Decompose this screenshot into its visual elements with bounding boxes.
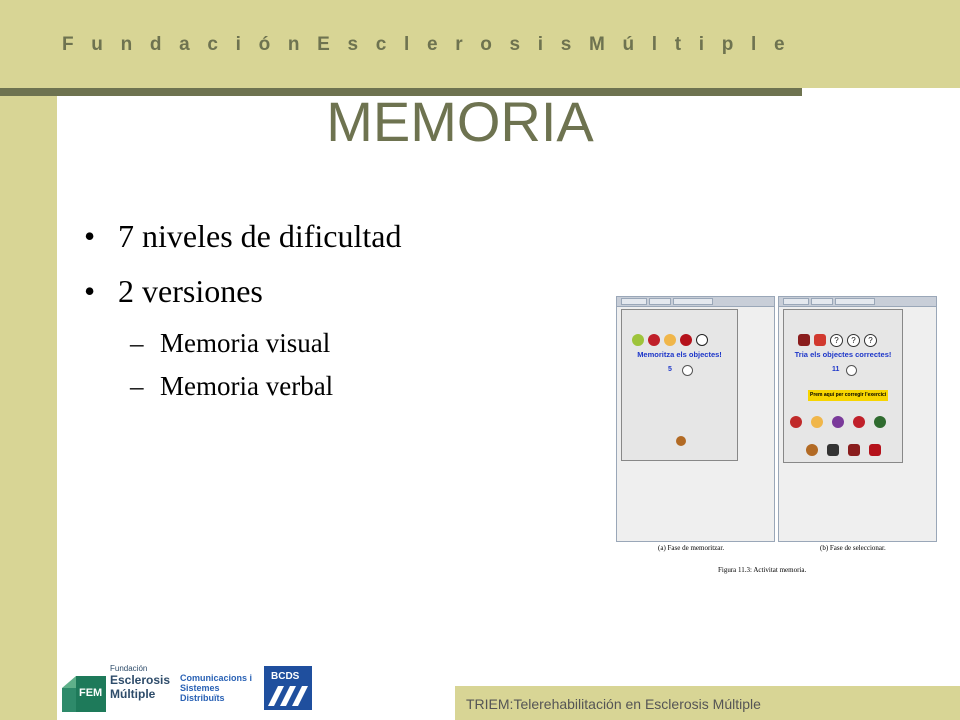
select-window xyxy=(783,309,903,463)
grapes-icon xyxy=(632,334,644,346)
bus-icon[interactable] xyxy=(869,444,881,456)
check-button[interactable]: Prem aquí per corregir l'exercici xyxy=(808,390,888,401)
sub-bullet-text: Memoria visual xyxy=(160,328,331,358)
bcds-label: BCDS xyxy=(271,671,300,682)
organization-name: F u n d a c i ó n E s c l e r o s i s M ú l t i p l e xyxy=(62,34,791,55)
bullet-list xyxy=(84,216,401,412)
question-icon[interactable]: ? xyxy=(847,334,860,347)
comunicacions-label: Comunicacions i xyxy=(180,673,253,683)
choice-icons xyxy=(798,334,877,347)
bullet-item: • 7 niveles de dificultad xyxy=(84,218,402,254)
bullet-text: 7 niveles de dificultad xyxy=(118,218,402,254)
bcds-logo xyxy=(264,666,312,710)
panel-tabs xyxy=(617,297,774,307)
memorize-count: 5 xyxy=(668,366,672,373)
select-count: 11 xyxy=(832,366,840,373)
boat-icon xyxy=(814,334,826,346)
select-message: Tria els objectes correctes! xyxy=(794,350,892,359)
orange-icon xyxy=(664,334,676,346)
strawberry-icon xyxy=(648,334,660,346)
sistemes-label: Sistemes xyxy=(180,683,220,693)
stopwatch-icon xyxy=(846,365,857,376)
select-phase-panel xyxy=(778,296,937,542)
footer-text: TRIEM:Telerehabilitación en Esclerosis Múltiple xyxy=(466,696,761,712)
bcds-stripes-icon xyxy=(268,686,308,706)
grapes-icon[interactable] xyxy=(832,416,844,428)
memorize-window xyxy=(621,309,738,461)
fundacion-label: Fundación xyxy=(110,664,148,673)
jeep-icon[interactable] xyxy=(827,444,839,456)
distribuits-label: Distribuïts xyxy=(180,693,225,703)
caption-a: (a) Fase de memoritzar. xyxy=(658,544,725,552)
question-icon[interactable]: ? xyxy=(864,334,877,347)
object-icons xyxy=(632,334,708,346)
sub-bullet-item: – Memoria visual xyxy=(130,328,331,358)
memorize-message: Memoritza els objectes! xyxy=(637,350,722,359)
figure-caption: Figura 11.3: Activitat memoria. xyxy=(718,566,807,574)
bullet-text: 2 versiones xyxy=(118,273,263,309)
monkey-icon xyxy=(676,436,686,446)
stopwatch-icon xyxy=(682,365,693,376)
activity-figure xyxy=(616,296,940,580)
memorize-phase-panel xyxy=(616,296,775,542)
option-icons-row-1 xyxy=(790,416,886,428)
truck-icon[interactable] xyxy=(848,444,860,456)
sub-bullet-text: Memoria verbal xyxy=(160,371,334,401)
multiple-label: Múltiple xyxy=(110,687,156,701)
strawberry-icon[interactable] xyxy=(853,416,865,428)
sub-bullet-item: – Memoria verbal xyxy=(130,371,334,401)
melon-icon[interactable] xyxy=(874,416,886,428)
option-icons-row-2 xyxy=(806,444,881,456)
esclerosis-label: Esclerosis xyxy=(110,673,171,687)
footer-logos xyxy=(62,662,322,712)
monkey-icon[interactable] xyxy=(806,444,818,456)
fem-label: FEM xyxy=(79,687,103,699)
cherry-icon xyxy=(680,334,692,346)
question-icon[interactable]: ? xyxy=(830,334,843,347)
caption-b: (b) Fase de seleccionar. xyxy=(820,544,886,552)
panel-tabs xyxy=(779,297,936,307)
orange-icon[interactable] xyxy=(811,416,823,428)
bullet-item: • 2 versiones xyxy=(84,273,263,309)
left-accent-bar xyxy=(0,0,57,720)
cow-icon xyxy=(696,334,708,346)
footer-bar xyxy=(455,686,960,720)
watermelon-icon[interactable] xyxy=(790,416,802,428)
car-icon xyxy=(798,334,810,346)
slide-title: MEMORIA xyxy=(326,90,594,153)
